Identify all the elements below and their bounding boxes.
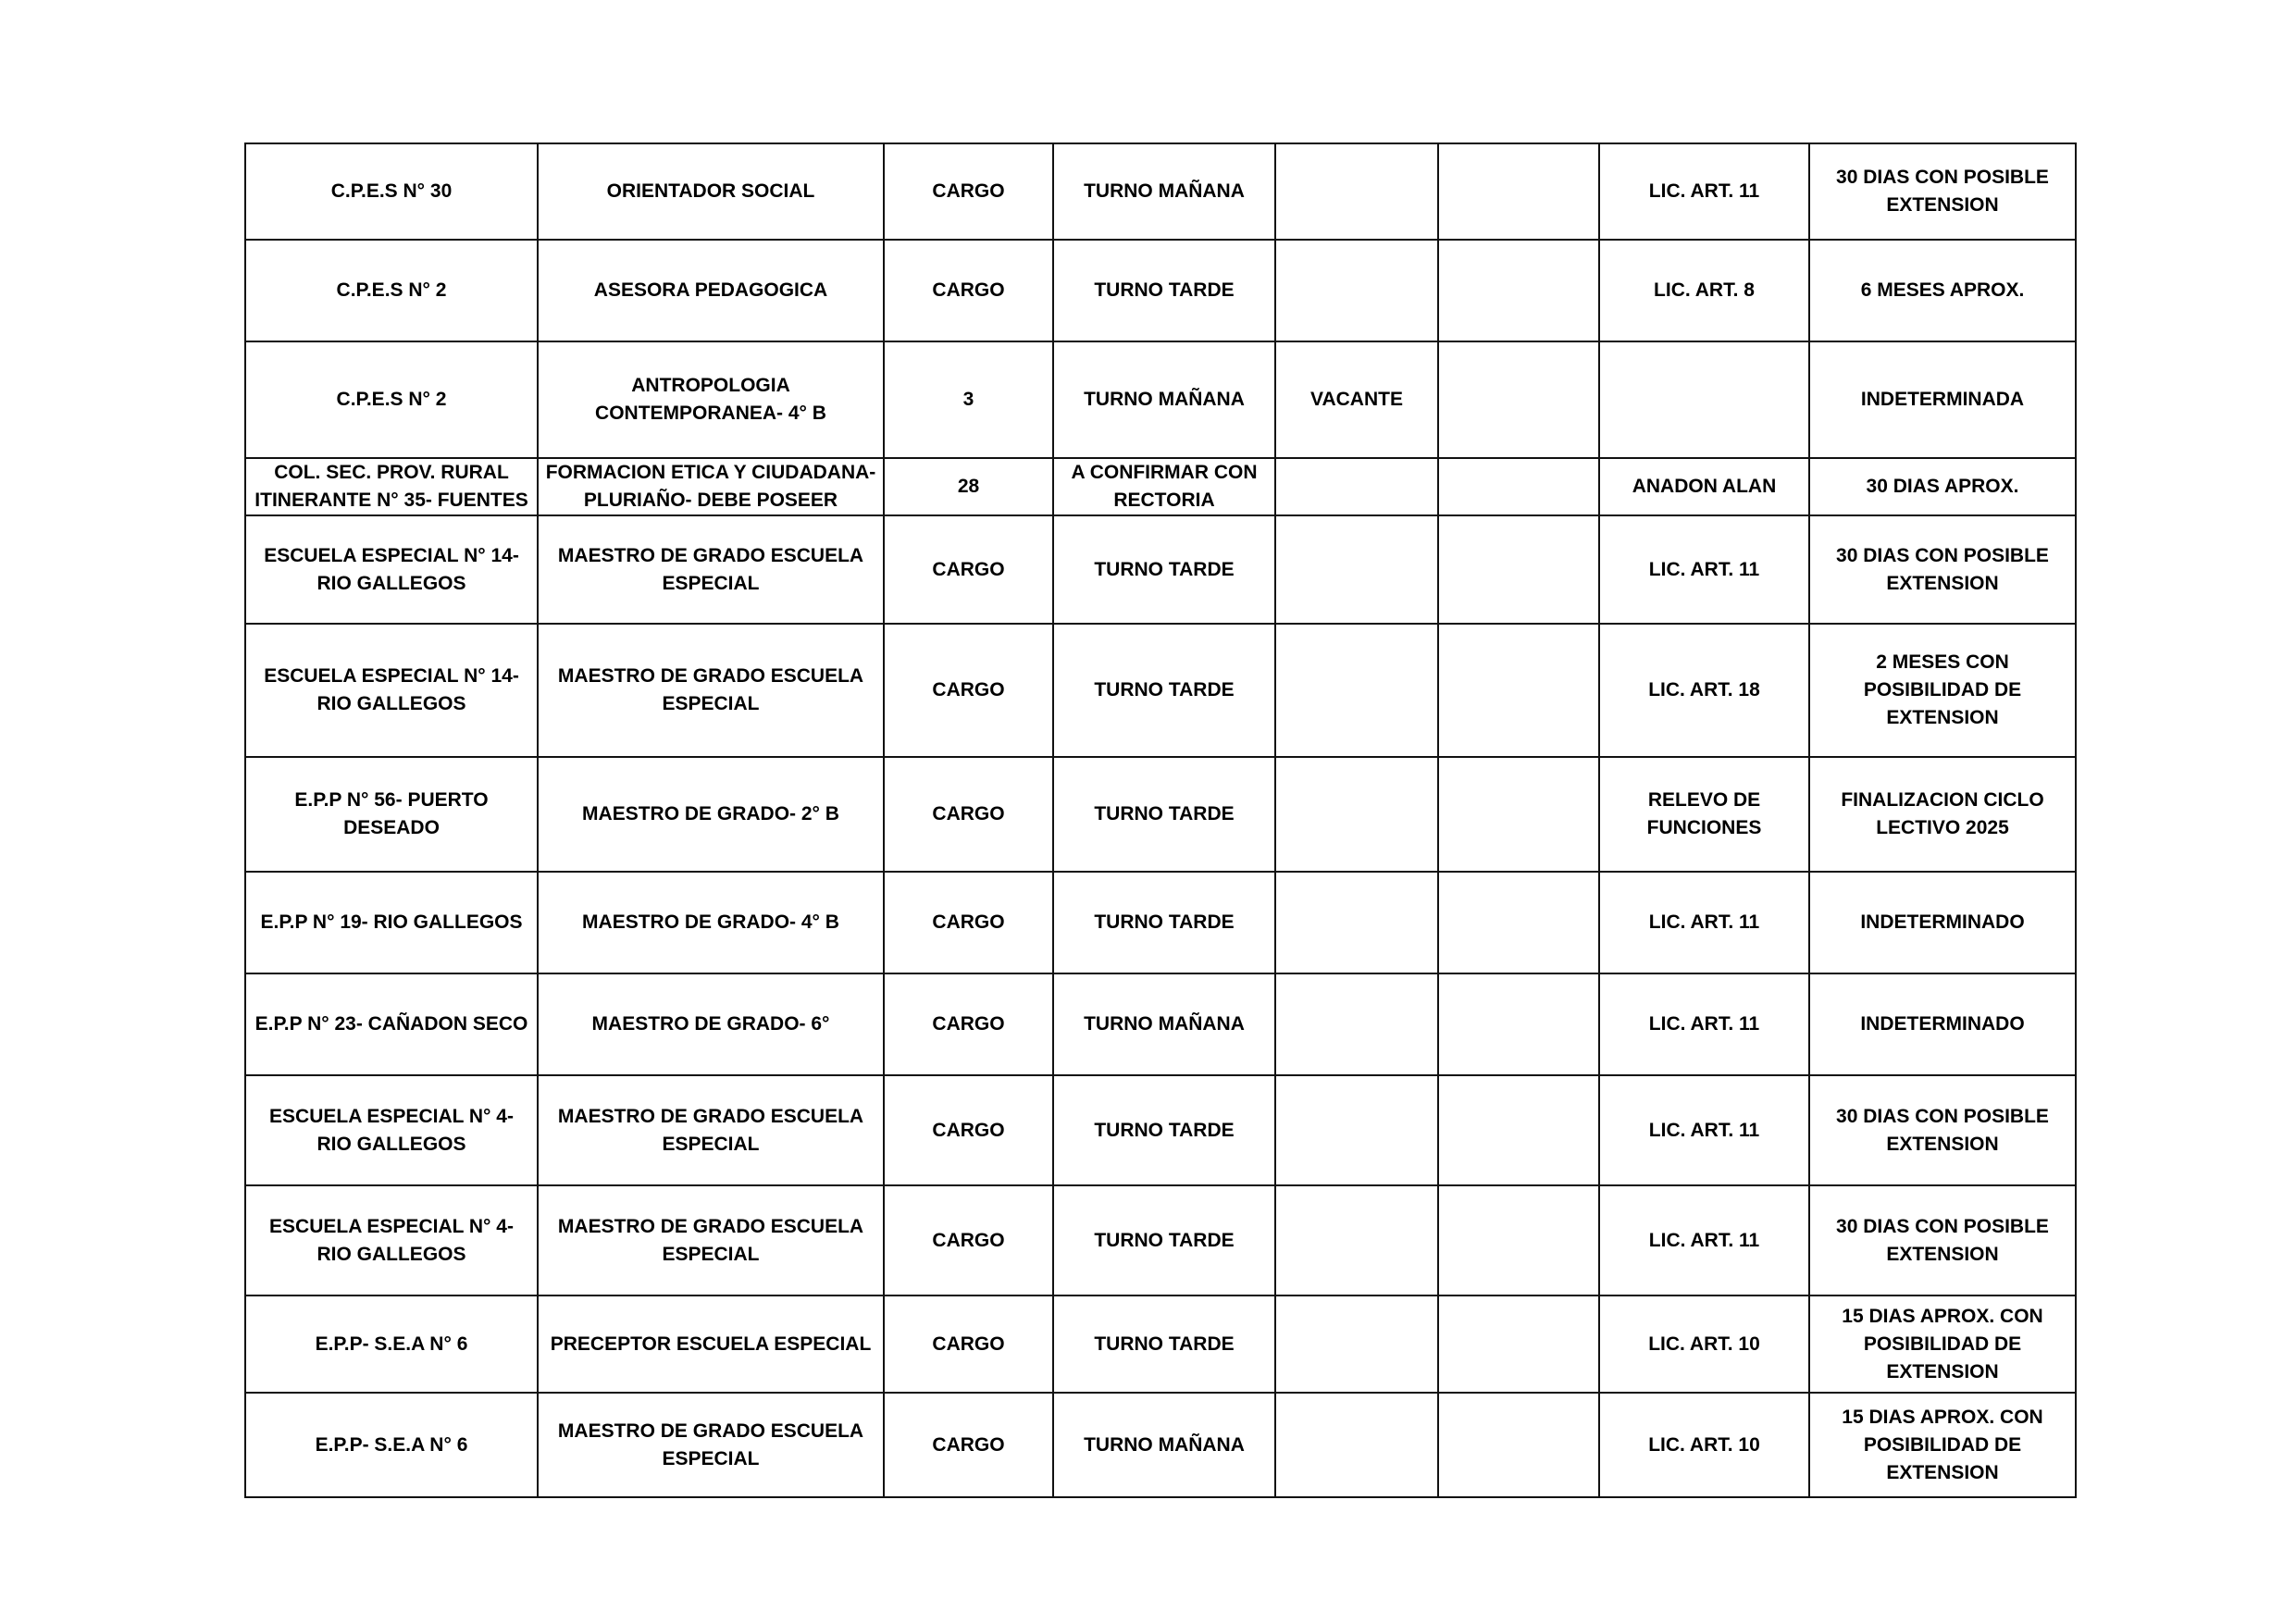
cell-extra (1438, 240, 1599, 341)
cell-shift: TURNO TARDE (1053, 757, 1275, 872)
table-row (245, 143, 2076, 240)
cell-reason (1599, 341, 1809, 458)
cell-shift: A CONFIRMAR CON RECTORIA (1053, 458, 1275, 515)
cell-extra (1438, 515, 1599, 624)
cell-shift: TURNO TARDE (1053, 872, 1275, 973)
cell-school: C.P.E.S N° 2 (245, 341, 538, 458)
vacancies-table (244, 143, 2077, 1498)
cell-reason: ANADON ALAN (1599, 458, 1809, 515)
cell-hours: CARGO (884, 1295, 1053, 1393)
cell-duration: 30 DIAS CON POSIBLE EXTENSION (1809, 1075, 2076, 1185)
cell-duration: 15 DIAS APROX. CON POSIBILIDAD DE EXTENSION (1809, 1393, 2076, 1497)
cell-hours: CARGO (884, 1393, 1053, 1497)
cell-status (1275, 143, 1438, 240)
cell-school: ESCUELA ESPECIAL N° 4- RIO GALLEGOS (245, 1075, 538, 1185)
table-row (245, 341, 2076, 458)
cell-extra (1438, 1393, 1599, 1497)
table-row (245, 1393, 2076, 1497)
cell-hours: 3 (884, 341, 1053, 458)
cell-hours: CARGO (884, 1075, 1053, 1185)
cell-status (1275, 1185, 1438, 1295)
cell-extra (1438, 1075, 1599, 1185)
cell-shift: TURNO TARDE (1053, 1295, 1275, 1393)
cell-hours: CARGO (884, 515, 1053, 624)
table-row (245, 1295, 2076, 1393)
cell-hours: CARGO (884, 973, 1053, 1075)
cell-subject: ANTROPOLOGIA CONTEMPORANEA- 4° B (538, 341, 884, 458)
cell-status (1275, 1075, 1438, 1185)
cell-status (1275, 757, 1438, 872)
cell-school: E.P.P N° 19- RIO GALLEGOS (245, 872, 538, 973)
cell-subject: FORMACION ETICA Y CIUDADANA- PLURIAÑO- DEBE POSEER (538, 458, 884, 515)
cell-school: C.P.E.S N° 2 (245, 240, 538, 341)
cell-subject: MAESTRO DE GRADO- 6° (538, 973, 884, 1075)
cell-reason: LIC. ART. 18 (1599, 624, 1809, 757)
table-row (245, 624, 2076, 757)
cell-subject: MAESTRO DE GRADO ESCUELA ESPECIAL (538, 1393, 884, 1497)
table-body (245, 143, 2076, 1497)
cell-subject: ASESORA PEDAGOGICA (538, 240, 884, 341)
cell-hours: CARGO (884, 1185, 1053, 1295)
cell-reason: LIC. ART. 8 (1599, 240, 1809, 341)
cell-reason: LIC. ART. 11 (1599, 515, 1809, 624)
cell-hours: CARGO (884, 757, 1053, 872)
cell-reason: LIC. ART. 11 (1599, 143, 1809, 240)
cell-reason: LIC. ART. 11 (1599, 1185, 1809, 1295)
cell-duration: FINALIZACION CICLO LECTIVO 2025 (1809, 757, 2076, 872)
cell-shift: TURNO MAÑANA (1053, 973, 1275, 1075)
table-row (245, 973, 2076, 1075)
cell-school: ESCUELA ESPECIAL N° 14- RIO GALLEGOS (245, 515, 538, 624)
cell-shift: TURNO TARDE (1053, 624, 1275, 757)
cell-duration: INDETERMINADO (1809, 973, 2076, 1075)
cell-reason: LIC. ART. 10 (1599, 1393, 1809, 1497)
cell-subject: PRECEPTOR ESCUELA ESPECIAL (538, 1295, 884, 1393)
cell-extra (1438, 872, 1599, 973)
table-row (245, 1075, 2076, 1185)
cell-duration: 6 MESES APROX. (1809, 240, 2076, 341)
cell-subject: MAESTRO DE GRADO ESCUELA ESPECIAL (538, 624, 884, 757)
cell-school: E.P.P- S.E.A N° 6 (245, 1295, 538, 1393)
cell-reason: LIC. ART. 11 (1599, 973, 1809, 1075)
cell-extra (1438, 1295, 1599, 1393)
cell-school: ESCUELA ESPECIAL N° 14- RIO GALLEGOS (245, 624, 538, 757)
cell-hours: CARGO (884, 624, 1053, 757)
cell-subject: MAESTRO DE GRADO ESCUELA ESPECIAL (538, 1185, 884, 1295)
cell-shift: TURNO TARDE (1053, 515, 1275, 624)
cell-hours: CARGO (884, 872, 1053, 973)
cell-status (1275, 1393, 1438, 1497)
cell-extra (1438, 757, 1599, 872)
cell-status (1275, 872, 1438, 973)
cell-school: C.P.E.S N° 30 (245, 143, 538, 240)
cell-hours: 28 (884, 458, 1053, 515)
cell-subject: MAESTRO DE GRADO ESCUELA ESPECIAL (538, 1075, 884, 1185)
cell-shift: TURNO TARDE (1053, 1185, 1275, 1295)
cell-school: E.P.P N° 23- CAÑADON SECO (245, 973, 538, 1075)
table-row (245, 757, 2076, 872)
cell-status (1275, 240, 1438, 341)
cell-school: E.P.P- S.E.A N° 6 (245, 1393, 538, 1497)
cell-extra (1438, 458, 1599, 515)
cell-duration: 30 DIAS CON POSIBLE EXTENSION (1809, 1185, 2076, 1295)
cell-reason: LIC. ART. 10 (1599, 1295, 1809, 1393)
cell-duration: 30 DIAS APROX. (1809, 458, 2076, 515)
cell-reason: LIC. ART. 11 (1599, 1075, 1809, 1185)
cell-school: E.P.P N° 56- PUERTO DESEADO (245, 757, 538, 872)
cell-reason: LIC. ART. 11 (1599, 872, 1809, 973)
cell-subject: MAESTRO DE GRADO- 4° B (538, 872, 884, 973)
cell-status (1275, 973, 1438, 1075)
cell-extra (1438, 1185, 1599, 1295)
cell-subject: ORIENTADOR SOCIAL (538, 143, 884, 240)
cell-shift: TURNO MAÑANA (1053, 341, 1275, 458)
cell-duration: 30 DIAS CON POSIBLE EXTENSION (1809, 515, 2076, 624)
cell-extra (1438, 624, 1599, 757)
cell-status (1275, 458, 1438, 515)
cell-hours: CARGO (884, 143, 1053, 240)
cell-shift: TURNO TARDE (1053, 240, 1275, 341)
cell-school: COL. SEC. PROV. RURAL ITINERANTE N° 35- FUENTES (245, 458, 538, 515)
table-row (245, 515, 2076, 624)
cell-subject: MAESTRO DE GRADO ESCUELA ESPECIAL (538, 515, 884, 624)
table-row (245, 458, 2076, 515)
cell-duration: 30 DIAS CON POSIBLE EXTENSION (1809, 143, 2076, 240)
cell-shift: TURNO TARDE (1053, 1075, 1275, 1185)
cell-duration: 2 MESES CON POSIBILIDAD DE EXTENSION (1809, 624, 2076, 757)
cell-extra (1438, 341, 1599, 458)
cell-subject: MAESTRO DE GRADO- 2° B (538, 757, 884, 872)
cell-status: VACANTE (1275, 341, 1438, 458)
cell-hours: CARGO (884, 240, 1053, 341)
cell-extra (1438, 973, 1599, 1075)
cell-status (1275, 1295, 1438, 1393)
cell-shift: TURNO MAÑANA (1053, 143, 1275, 240)
cell-duration: INDETERMINADA (1809, 341, 2076, 458)
cell-status (1275, 624, 1438, 757)
table-row (245, 872, 2076, 973)
table-row (245, 240, 2076, 341)
cell-reason: RELEVO DE FUNCIONES (1599, 757, 1809, 872)
table-row (245, 1185, 2076, 1295)
cell-shift: TURNO MAÑANA (1053, 1393, 1275, 1497)
cell-status (1275, 515, 1438, 624)
cell-school: ESCUELA ESPECIAL N° 4- RIO GALLEGOS (245, 1185, 538, 1295)
cell-extra (1438, 143, 1599, 240)
cell-duration: INDETERMINADO (1809, 872, 2076, 973)
cell-duration: 15 DIAS APROX. CON POSIBILIDAD DE EXTENSION (1809, 1295, 2076, 1393)
